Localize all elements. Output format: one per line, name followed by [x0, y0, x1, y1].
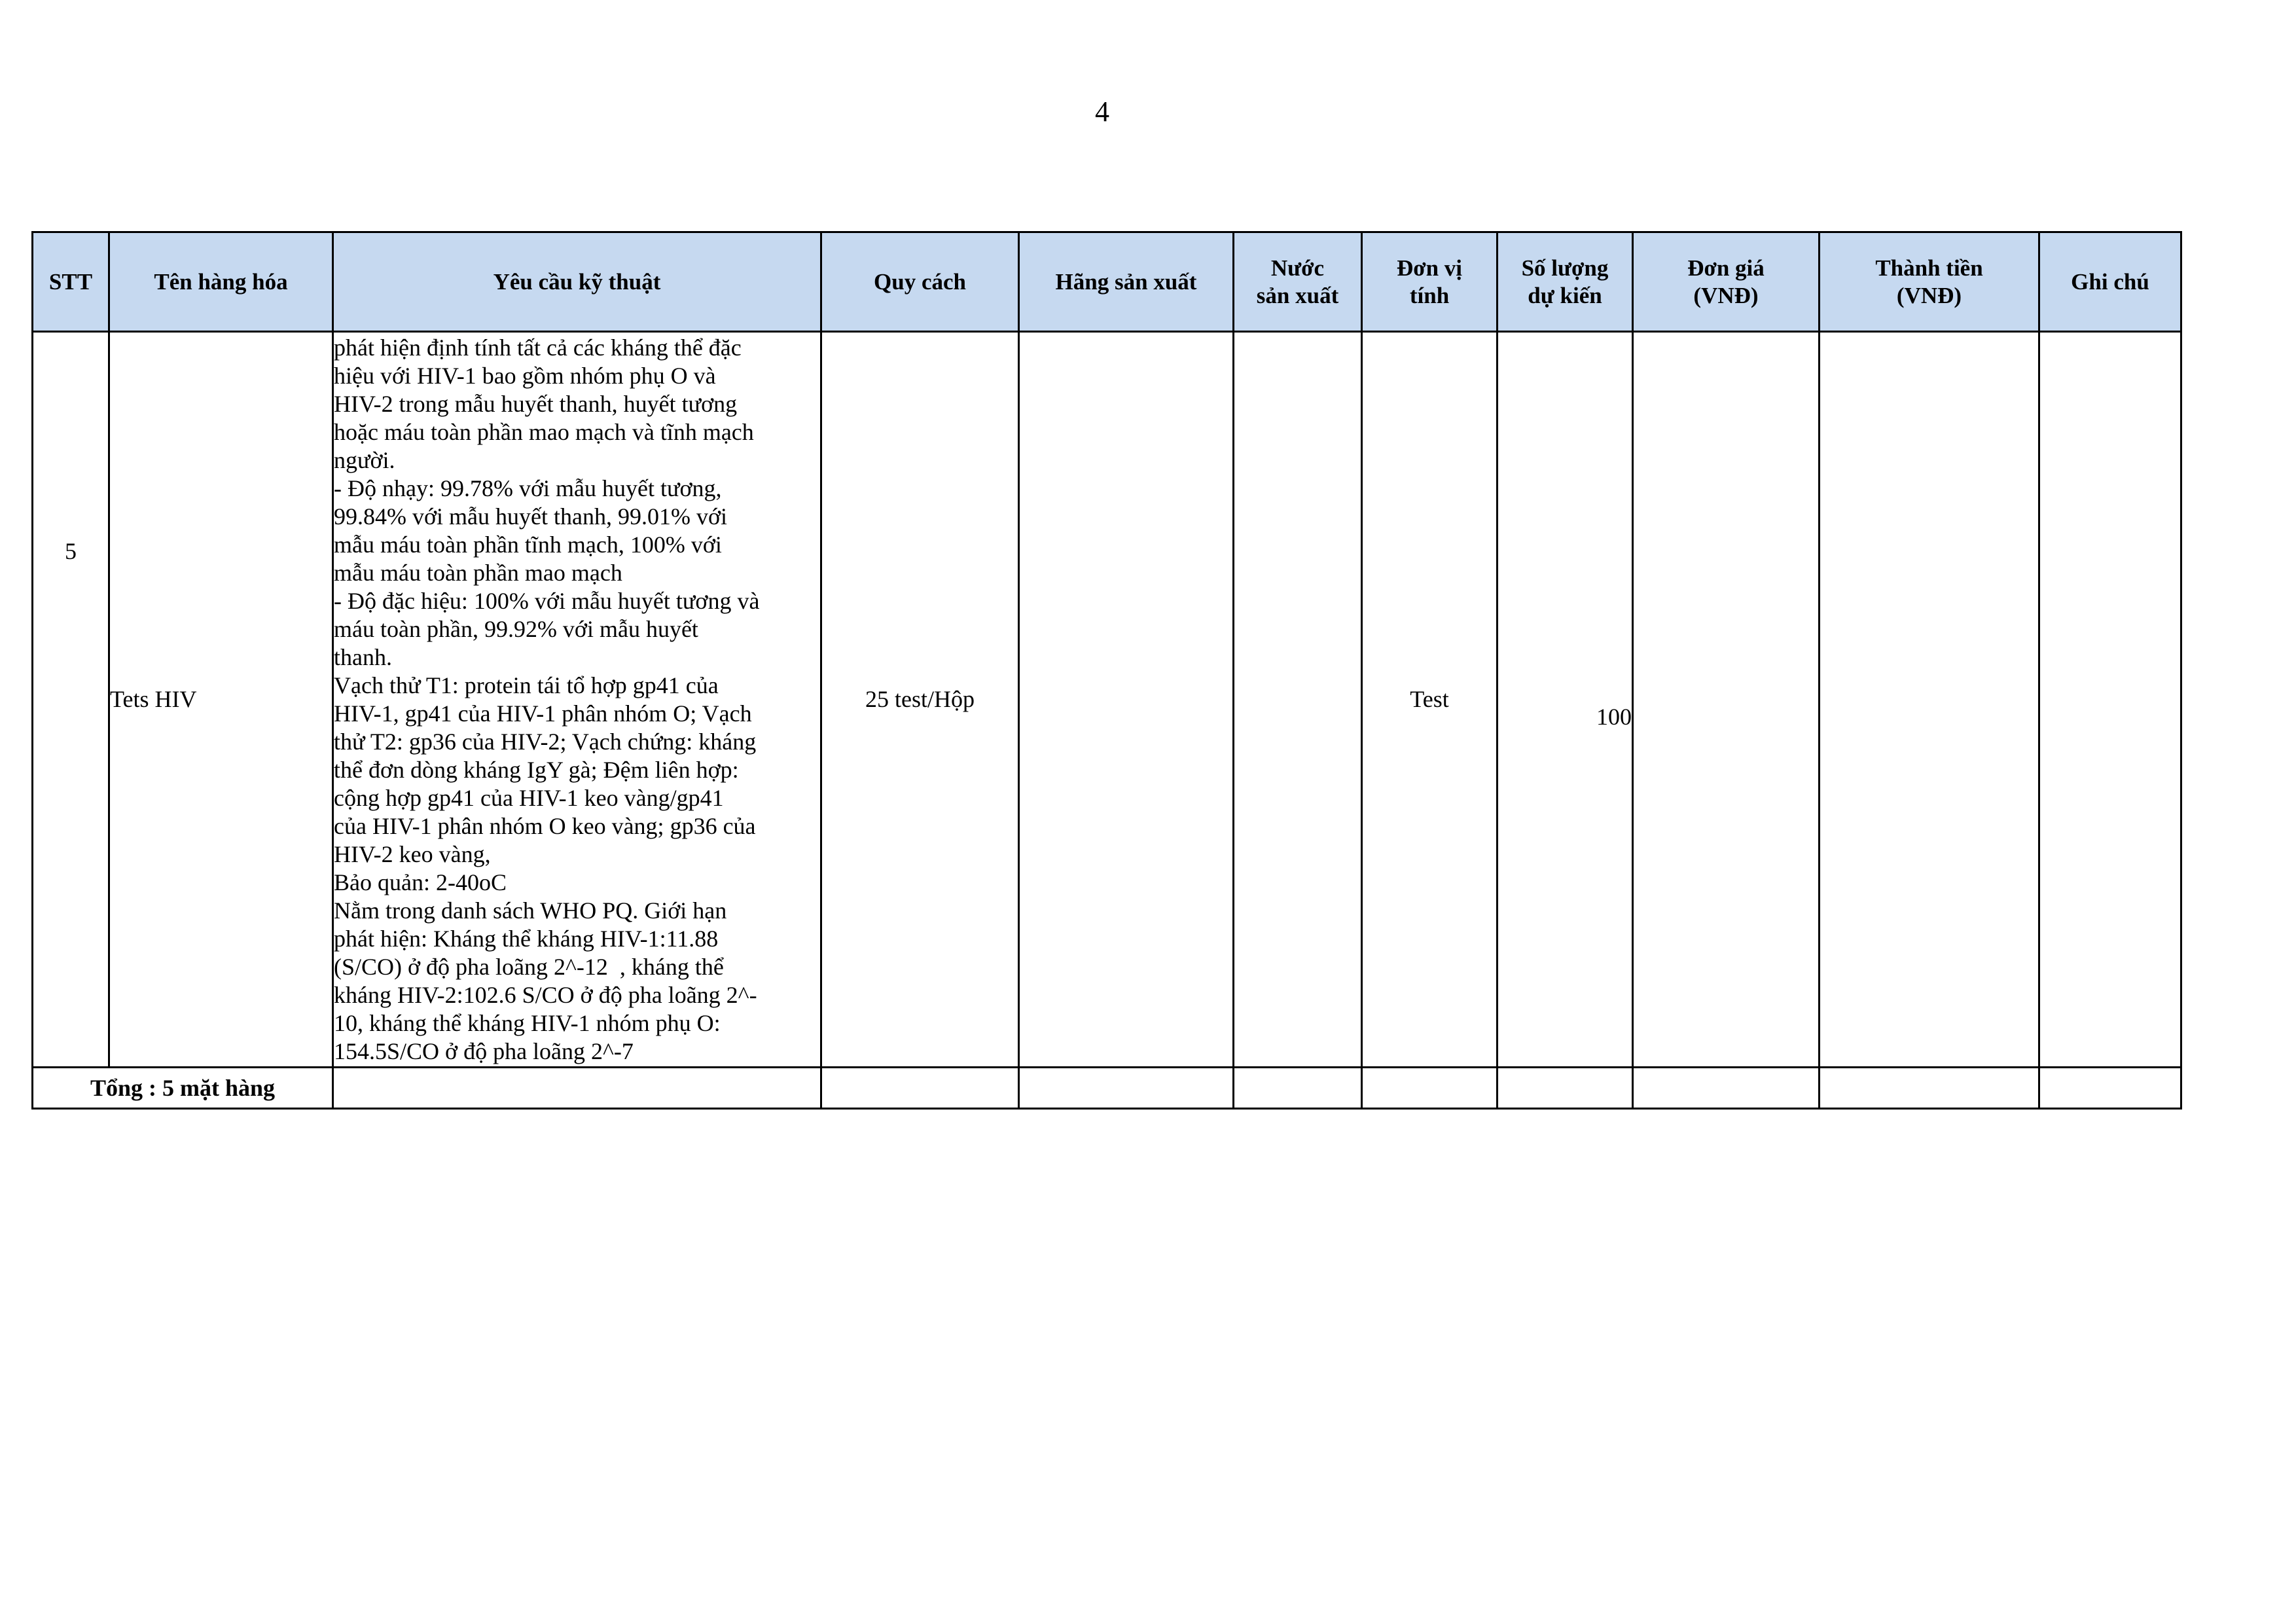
table-row: [33, 332, 2181, 1068]
header-country: Nước sản xuất: [1234, 232, 1362, 332]
total-empty-cell: [1820, 1068, 2039, 1109]
total-empty-cell: [1234, 1068, 1362, 1109]
total-label: Tổng : 5 mặt hàng: [33, 1068, 333, 1109]
cell-pack: 25 test/Hộp: [821, 332, 1019, 1068]
cell-qty: [1498, 332, 1633, 1068]
total-empty-cell: [1633, 1068, 1820, 1109]
total-empty-cell: [1498, 1068, 1633, 1109]
table-header-row: [33, 232, 2181, 332]
header-total: Thành tiền (VNĐ): [1820, 232, 2039, 332]
total-empty-cell: [333, 1068, 821, 1109]
total-empty-cell: [821, 1068, 1019, 1109]
header-qty: Số lượng dự kiến: [1498, 232, 1633, 332]
total-empty-cell: [1362, 1068, 1498, 1109]
header-pack: Quy cách: [821, 232, 1019, 332]
header-spec: Yêu cầu kỹ thuật: [333, 232, 821, 332]
header-name: Tên hàng hóa: [109, 232, 333, 332]
cell-note: [2039, 332, 2181, 1068]
cell-qty-value: 100: [1596, 704, 1632, 730]
total-empty-cell: [1019, 1068, 1234, 1109]
header-stt: STT: [33, 232, 109, 332]
page-number: 4: [1095, 96, 1109, 128]
header-price: Đơn giá (VNĐ): [1633, 232, 1820, 332]
goods-table: [31, 231, 2182, 1110]
cell-total: [1820, 332, 2039, 1068]
total-empty-cell: [2039, 1068, 2181, 1109]
header-unit: Đơn vị tính: [1362, 232, 1498, 332]
cell-name: Tets HIV: [109, 332, 333, 1068]
cell-country: [1234, 332, 1362, 1068]
cell-stt-value: 5: [65, 538, 77, 564]
cell-spec: phát hiện định tính tất cả các kháng thể đặc hiệu với HIV-1 bao gồm nhóm phụ O và HIV-2 trong mẫu huyết thanh, huyết tương hoặc máu toàn phần mao mạch và tĩnh mạch người. - Độ nhạy: 99.78% với mẫu huyết tương, 99.84% với mẫu huyết thanh, 99.01% với mẫu máu toàn phần tĩnh mạch, 100% với mẫu máu toàn phần mao mạch - Độ đặc hiệu: 100% với mẫu huyết tương và máu toàn phần, 99.92% với mẫu huyết thanh. Vạch thử T1: protein tái tổ hợp gp41 của HIV-1, gp41 của HIV-1 phân nhóm O; Vạch thử T2: gp36 của HIV-2; Vạch chứng: kháng thể đơn dòng kháng IgY gà; Đệm liên hợp: cộng hợp gp41 của HIV-1 keo vàng/gp41 của HIV-1 phân nhóm O keo vàng; gp36 của HIV-2 keo vàng, Bảo quản: 2-40oC Nằm trong danh sách WHO PQ. Giới hạn phát hiện: Kháng thể kháng HIV-1:11.88 (S/CO) ở độ pha loãng 2^-12 , kháng thể kháng HIV-2:102.6 S/CO ở độ pha loãng 2^- 10, kháng thể kháng HIV-1 nhóm phụ O: 154.5S/CO ở độ pha loãng 2^-7: [333, 332, 821, 1068]
cell-price: [1633, 332, 1820, 1068]
cell-stt: [33, 332, 109, 1068]
cell-unit: Test: [1362, 332, 1498, 1068]
table-total-row: [33, 1068, 2181, 1109]
header-note: Ghi chú: [2039, 232, 2181, 332]
header-maker: Hãng sản xuất: [1019, 232, 1234, 332]
cell-maker: [1019, 332, 1234, 1068]
